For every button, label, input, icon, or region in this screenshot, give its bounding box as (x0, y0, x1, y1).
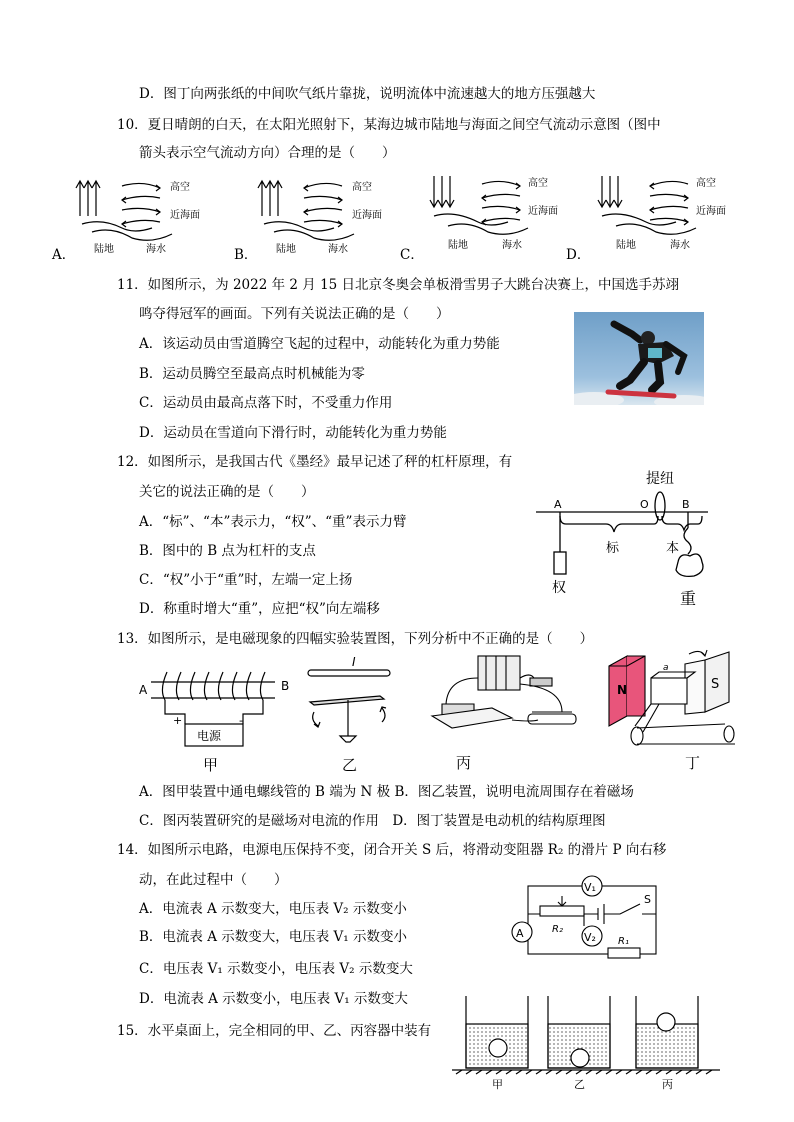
container-yi-label: 乙 (574, 1078, 585, 1091)
r2-label: R₂ (552, 924, 563, 935)
q10d-land-label: 陆地 (616, 240, 636, 251)
q15-stem: 15．水平桌面上，完全相同的甲、乙、丙容器中装有 (117, 1023, 432, 1039)
q13-fig-ding (605, 644, 745, 772)
switch-label: S (644, 893, 651, 906)
q15-containers-diagram (452, 994, 722, 1094)
r1-label: R₁ (618, 936, 629, 947)
jia-plus-label: + (173, 714, 183, 727)
q10c-sea-label: 海水 (502, 240, 522, 251)
q10d-sea-label: 海水 (670, 240, 690, 251)
q10a-near-label: 近海面 (170, 210, 200, 221)
q12-option-b: B．图中的 B 点为杠杆的支点 (139, 543, 316, 559)
q12-stem-line2: 关它的说法正确的是（ ） (139, 484, 315, 500)
fig-yi-label: 乙 (342, 756, 358, 772)
q14-option-d: D．电流表 A 示数变小，电压表 V₁ 示数变大 (139, 991, 408, 1007)
biao-label: 标 (606, 541, 620, 556)
q10a-land-label: 陆地 (94, 244, 114, 255)
q13-stem: 13．如图所示，是电磁现象的四幅实验装置图，下列分析中不正确的是（ ） (117, 631, 594, 647)
q13-fig-yi (300, 652, 400, 772)
fig-bing-label: 丙 (456, 754, 472, 772)
q10b-sea-label: 海水 (328, 244, 348, 255)
q10a-sea-label: 海水 (146, 244, 166, 255)
q14-stem-line1: 14．如图所示电路，电源电压保持不变，闭合开关 S 后，将滑动变阻器 R₂ 的滑片 P 向右移 (117, 842, 667, 858)
ben-label: 本 (666, 541, 680, 556)
q10-option-a: A． (52, 247, 76, 263)
ding-a-label: a (663, 663, 669, 673)
q14-circuit-diagram (508, 866, 668, 962)
q10-diagram-b (254, 172, 394, 262)
q13-options-ab: A．图甲装置中通电螺线管的 B 端为 N 极 B．图乙装置，说明电流周围存在着磁场 (139, 784, 634, 800)
snowboarder-photo (574, 312, 704, 405)
q11-option-a: A．该运动员由雪道腾空飞起的过程中，动能转化为重力势能 (139, 336, 500, 352)
jia-a-label: A (139, 683, 148, 697)
q11-option-b: B．运动员腾空至最高点时机械能为零 (139, 366, 365, 382)
power-label: 电源 (197, 729, 222, 743)
snowboarder-figure (574, 312, 704, 405)
q14-option-c: C．电压表 V₁ 示数变小，电压表 V₂ 示数变大 (139, 961, 413, 977)
ding-n-label: N (617, 683, 628, 697)
q10b-high-label: 高空 (352, 182, 372, 193)
q10d-near-label: 近海面 (696, 206, 726, 217)
point-a-label: A (554, 498, 562, 511)
steelyard-diagram (530, 466, 720, 616)
jia-minus-label: - (239, 714, 243, 727)
q13-fig-bing (412, 648, 592, 772)
q12-stem-line1: 12．如图所示，是我国古代《墨经》最早记述了秤的杠杆原理，有 (117, 454, 513, 470)
q10-stem-line2: 箭头表示空气流动方向）合理的是（ ） (139, 145, 396, 161)
container-bing-label: 丙 (662, 1078, 673, 1091)
q10-option-c: C． (400, 247, 424, 263)
q13-fig-jia (135, 660, 295, 772)
quan-label: 权 (552, 580, 566, 596)
q14-stem-line2: 动，在此过程中（ ） (139, 872, 288, 888)
q12-option-a: A．“标”、“本”表示力，“权”、“重”表示力臂 (139, 514, 407, 530)
q10-diagram-d (592, 170, 742, 260)
q11-stem-line1: 11．如图所示，为 2022 年 2 月 15 日北京冬奥会单板滑雪男子大跳台决赛上，中国选手苏翊 (117, 277, 680, 293)
q11-option-d: D．运动员在雪道向下滑行时，动能转化为重力势能 (139, 425, 447, 441)
q14-option-a: A．电流表 A 示数变大，电压表 V₂ 示数变小 (139, 901, 407, 917)
q10-stem-line1: 10．夏日晴朗的白天，在太阳光照射下，某海边城市陆地与海面之间空气流动示意图（图中 (117, 117, 661, 133)
v1-label: V₁ (584, 881, 596, 894)
q10c-land-label: 陆地 (448, 240, 468, 251)
q10c-high-label: 高空 (528, 178, 548, 189)
q13-options-cd: C．图丙装置研究的是磁场对电流的作用 D．图丁装置是电动机的结构原理图 (139, 813, 606, 829)
point-o-label: O (640, 498, 649, 511)
fig-ding-label: 丁 (685, 754, 701, 772)
q12-option-c: C．“权”小于“重”时，左端一定上扬 (139, 572, 353, 588)
q10b-land-label: 陆地 (276, 244, 296, 255)
q11-option-c: C．运动员由最高点落下时，不受重力作用 (139, 395, 393, 411)
q12-option-d: D．称重时增大“重”，应把“权”向左端移 (139, 601, 380, 617)
q10d-high-label: 高空 (696, 178, 716, 189)
q9-option-d: D．图丁向两张纸的中间吹气纸片靠拢，说明流体中流速越大的地方压强越大 (139, 86, 596, 102)
q10c-near-label: 近海面 (528, 206, 558, 217)
ding-s-label: S (711, 677, 720, 692)
yi-current-label: I (352, 655, 356, 669)
jia-b-label: B (281, 679, 290, 693)
fig-jia-label: 甲 (203, 756, 219, 772)
q10-option-b: B． (234, 247, 258, 263)
ammeter-label: A (516, 927, 524, 940)
q11-stem-line2: 鸣夺得冠军的画面。下列有关说法正确的是（ ） (139, 306, 450, 322)
q14-option-b: B．电流表 A 示数变大，电压表 V₁ 示数变小 (139, 929, 407, 945)
container-jia-label: 甲 (492, 1078, 503, 1091)
tiniu-label: 提纽 (646, 471, 674, 487)
point-b-label: B (682, 498, 690, 511)
q10-option-d-label: D． (566, 247, 591, 263)
q10a-high-label: 高空 (170, 182, 190, 193)
q10b-near-label: 近海面 (352, 210, 382, 221)
q10-diagram-a (72, 172, 212, 262)
v2-label: V₂ (584, 931, 596, 944)
zhong-label: 重 (680, 589, 697, 608)
q10-diagram-c (424, 170, 574, 260)
